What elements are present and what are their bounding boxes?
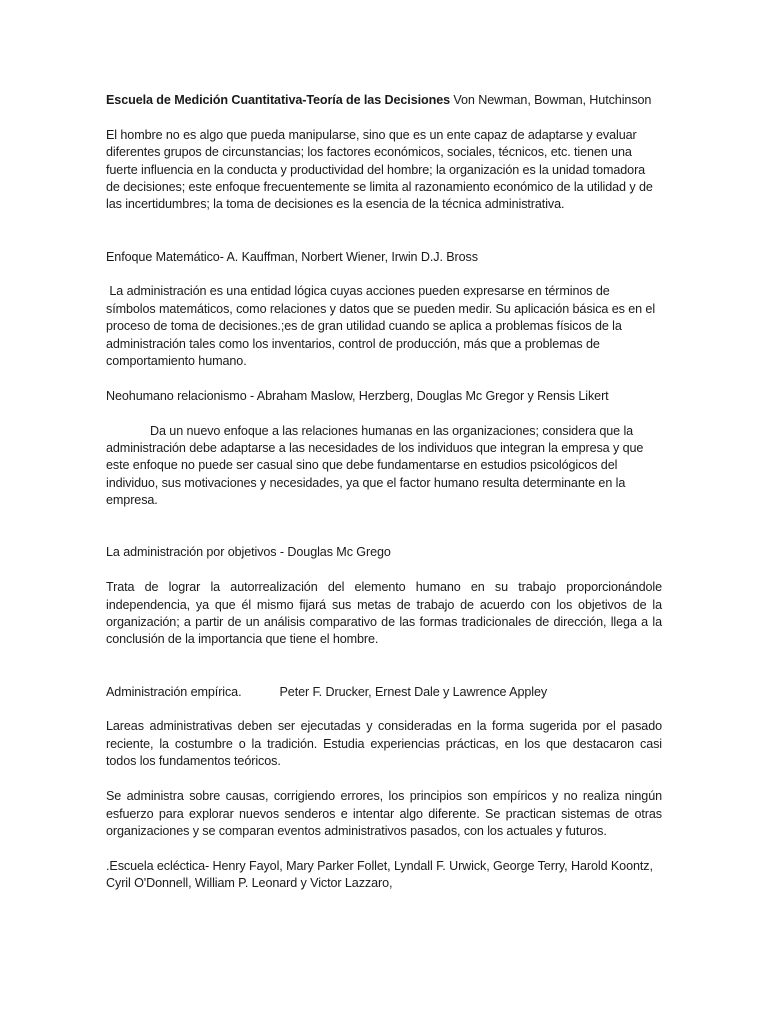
section-heading-eclectica: .Escuela ecléctica- Henry Fayol, Mary Parker Follet, Lyndall F. Urwick, George Terry, Harold Koontz, Cyril O'Donnell, William P. Leonard y Victor Lazzaro, [106, 858, 653, 891]
paragraph-matematico: La administración es una entidad lógica cuyas acciones pueden expresarse en términos de símbolos matemáticos, como relaciones y datos que se pueden medir. Su aplicación básica es en el proceso de toma de decisiones.;es de gran utilidad cuando se aplica a problemas físicos de la administración tales como los inventarios, control de producción, más que a problemas de comportamiento humano. [106, 284, 659, 369]
heading-authors-part: Von Newman, Bowman, Hutchinson [450, 93, 652, 107]
heading-empirica-title: Administración empírica. [106, 684, 242, 699]
paragraph-objetivos: Trata de lograr la autorrealización del elemento humano en su trabajo proporcionándole independencia, ya que él mismo fijará sus metas de trabajo de acuerdo con los objetivos de la organización; a partir de un análisis comparativo de las formas tradicionales de dirección, llega a la conclusión de la importancia que tiene el hombre. [106, 580, 662, 647]
document-page [106, 92, 662, 893]
heading-empirica-authors: Peter F. Drucker, Ernest Dale y Lawrence Appley [279, 684, 548, 699]
paragraph-cuantitativa: El hombre no es algo que pueda manipularse, sino que es un ente capaz de adaptarse y evaluar diferentes grupos de circunstancias; los factores económicos, sociales, técnicos, etc. tienen una fuerte influencia en la conducta y productividad del hombre; la organización es la unidad tomadora de decisiones; este enfoque frecuentemente se limita al razonamiento económico de la utilidad y de las incertidumbres; la toma de decisiones es la esencia de la técnica administrativa. [106, 127, 653, 212]
paragraph-empirica-2: Se administra sobre causas, corrigiendo errores, los principios son empíricos y no realiza ningún esfuerzo para explorar nuevos senderos e intentar algo diferente. Se practican sistemas de otras organizaciones y se comparan eventos administrativos pasados, con los actuales y futuros. [106, 789, 662, 838]
paragraph-neohumano: Da un nuevo enfoque a las relaciones humanas en las organizaciones; considera que la administración debe adaptarse a las necesidades de los individuos que integran la empresa y que este enfoque no puede ser casual sino que debe fundamentarse en estudios psicológicos del individuo, sus motivaciones y necesidades, ya que el factor humano resulta determinante en la empresa. [106, 423, 644, 508]
section-heading-objetivos: La administración por objetivos - Douglas Mc Grego [106, 545, 391, 560]
paragraph-empirica-1: Lareas administrativas deben ser ejecutadas y consideradas en la forma sugerida por el pasado reciente, la costumbre o la tradición. Estudia experiencias prácticas, en los que destacaron casi todos los fundamentos teóricos. [106, 719, 662, 769]
section-heading-cuantitativa [106, 92, 662, 109]
section-heading-matematico: Enfoque Matemático- A. Kauffman, Norbert Wiener, Irwin D.J. Bross [106, 249, 478, 264]
section-heading-neohumano: Neohumano relacionismo - Abraham Maslow, Herzberg, Douglas Mc Gregor y Rensis Likert [106, 388, 609, 403]
section-heading-empirica [106, 684, 662, 701]
heading-bold-part: Escuela de Medición Cuantitativa-Teoría de las Decisiones [106, 93, 451, 107]
